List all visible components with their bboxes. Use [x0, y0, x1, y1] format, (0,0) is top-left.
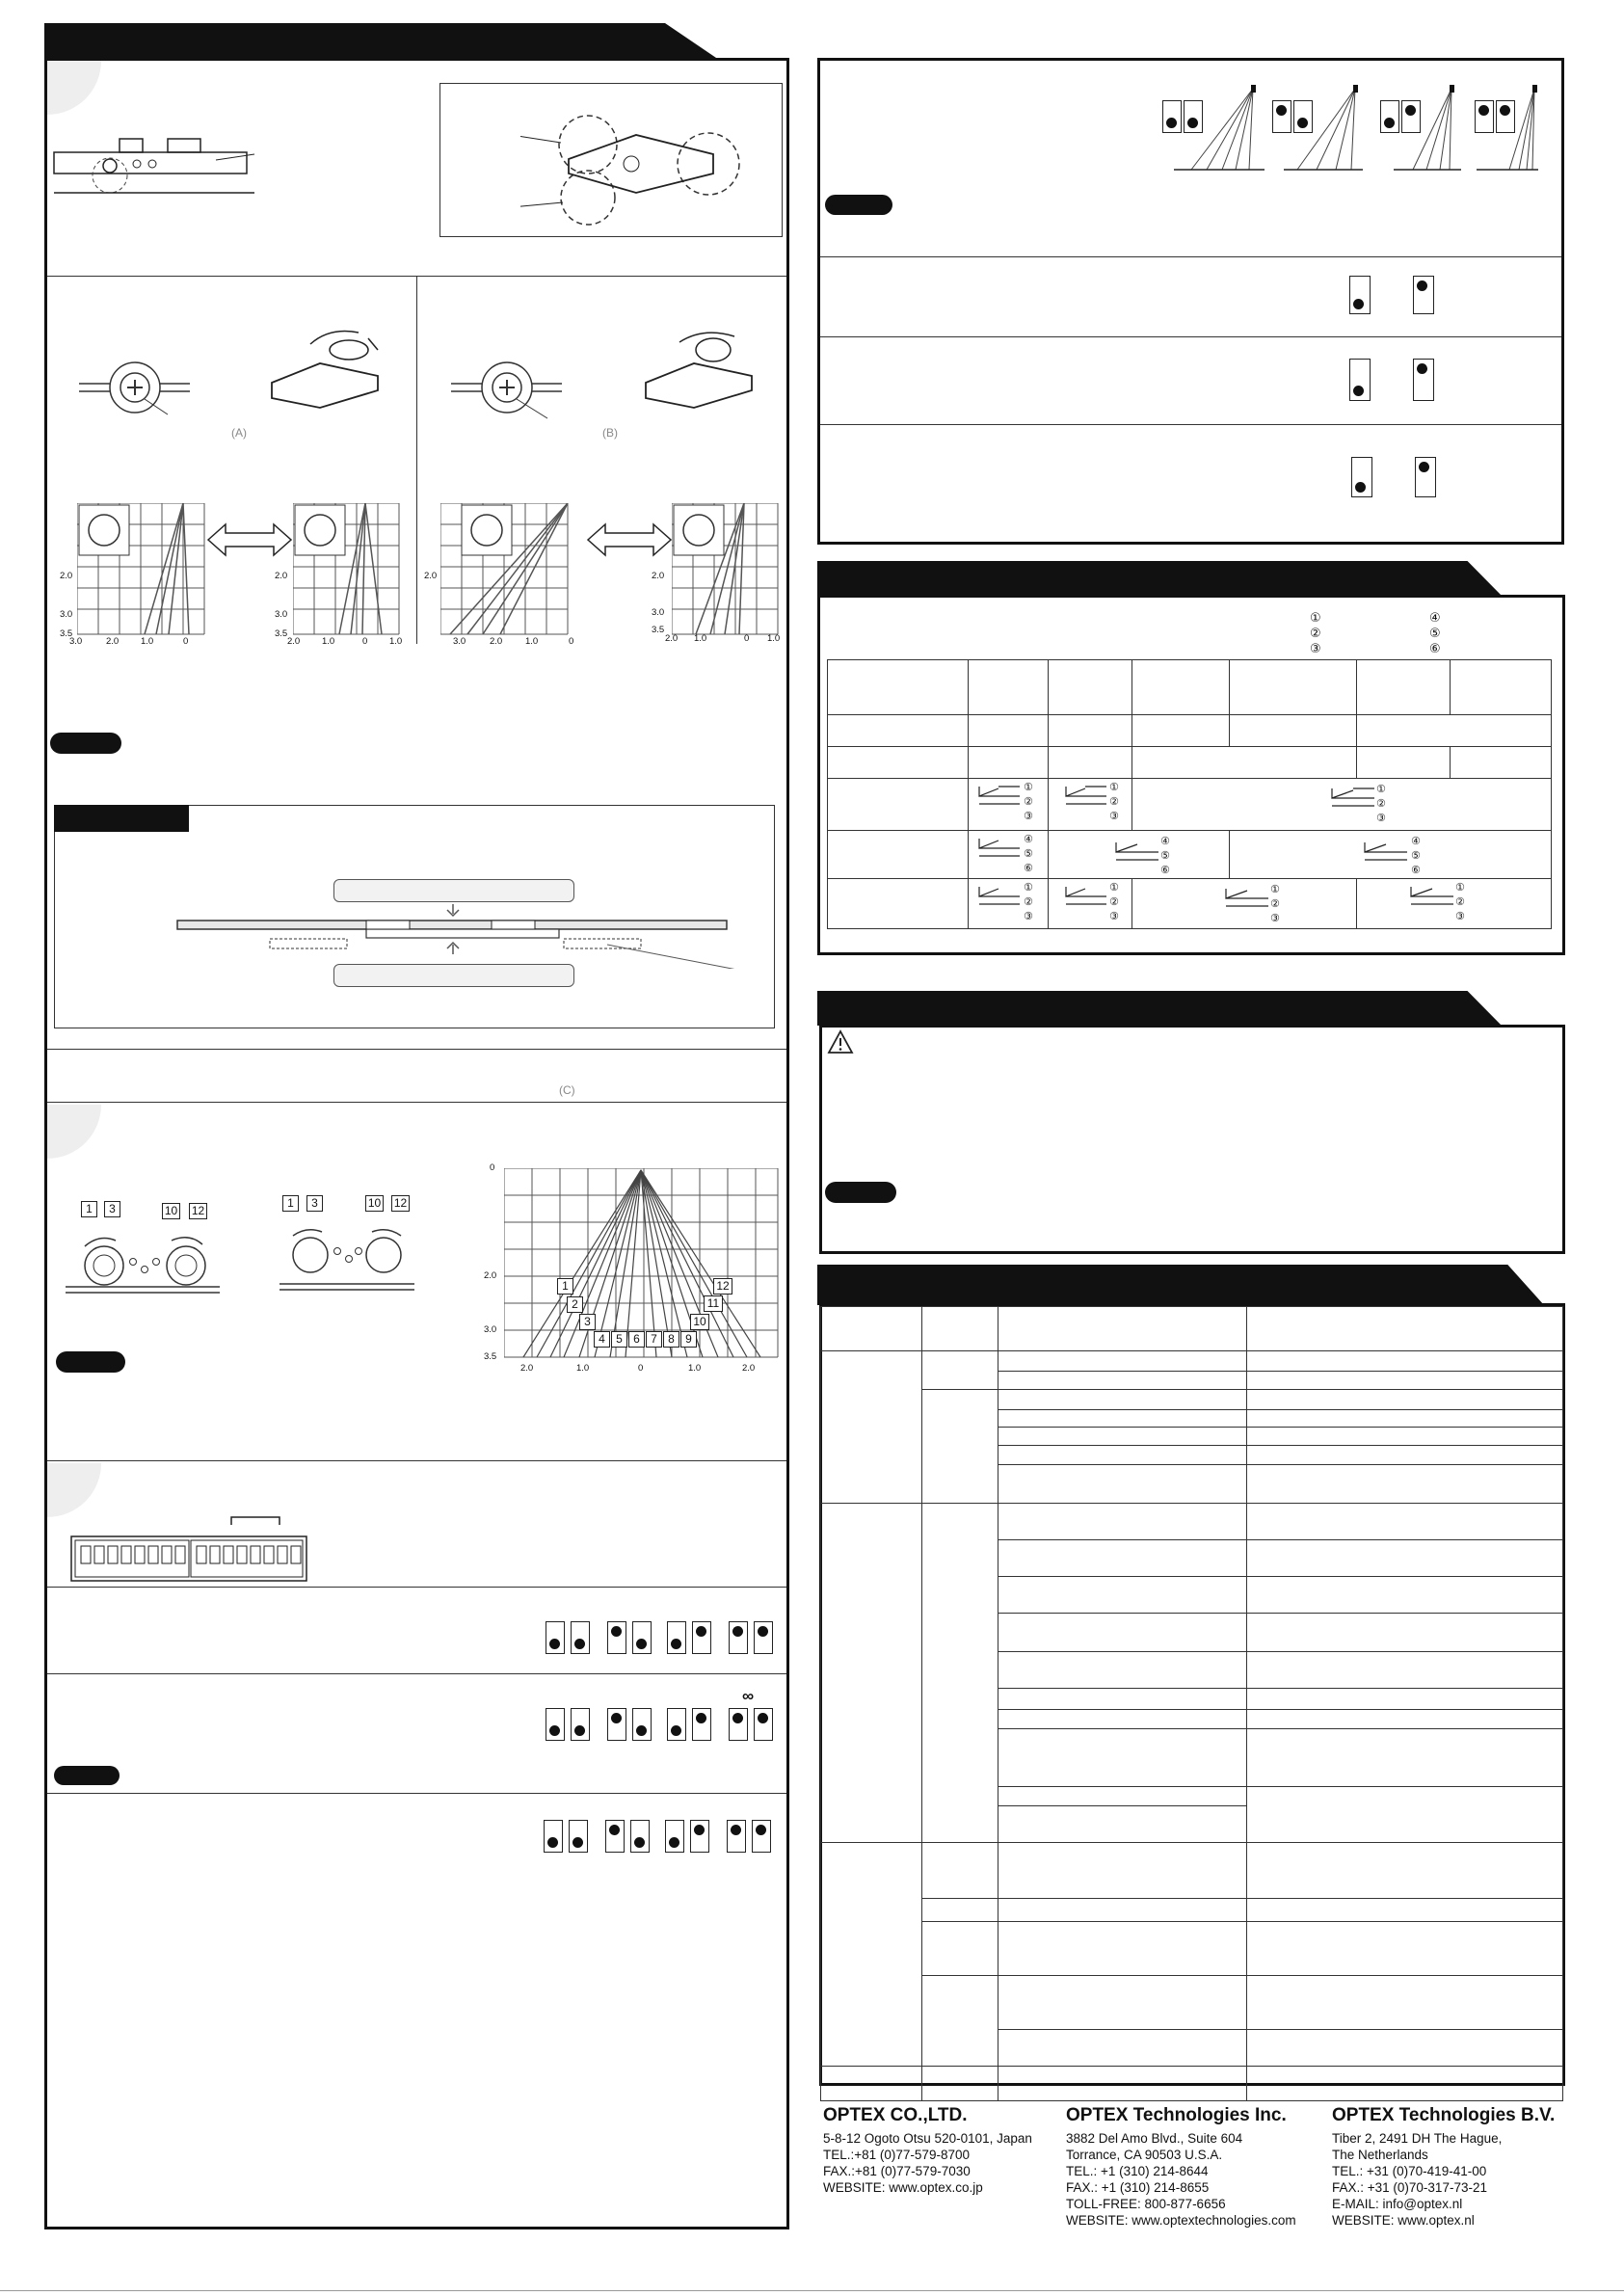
- page-bottom-line: [0, 2290, 1624, 2291]
- cell: [998, 1428, 1247, 1446]
- terminal-mark-6: ⑥: [1429, 641, 1441, 655]
- cell: [998, 1410, 1247, 1428]
- label-b: (B): [602, 426, 618, 440]
- chart1-xtick-0: 3.0: [69, 636, 83, 647]
- note-badge-2: [56, 1351, 125, 1373]
- dip-row1-h: [754, 1621, 773, 1654]
- cell: [922, 1922, 998, 1976]
- chart2-ytick-1: 3.0: [275, 609, 288, 620]
- cell: [998, 1577, 1247, 1614]
- cell: [1132, 660, 1229, 715]
- area-xtick-4: 2.0: [742, 1363, 756, 1374]
- cell: [998, 1689, 1247, 1710]
- terminal-mark-3: ③: [1310, 641, 1321, 655]
- cell: [828, 660, 969, 715]
- cell: [922, 1976, 998, 2067]
- cell: [1247, 1307, 1563, 1351]
- contact-1e: ①: [1109, 882, 1119, 894]
- contact-3g: ③: [1455, 911, 1465, 922]
- cell: [821, 1504, 922, 1843]
- chart2-xtick-0: 2.0: [287, 636, 301, 647]
- relay-contacts: [975, 779, 1477, 933]
- dip-r3-b: [1415, 457, 1436, 497]
- contact-1g: ①: [1455, 882, 1465, 894]
- infinity-symbol: ∞: [742, 1687, 755, 1705]
- zone-7: 7: [646, 1331, 662, 1348]
- dip-row3-d: [630, 1820, 650, 1853]
- company-line: The Netherlands: [1332, 2148, 1428, 2162]
- cell: [922, 1504, 998, 1843]
- contact-4c: ④: [1411, 836, 1421, 847]
- dip-r1-b: [1413, 276, 1434, 314]
- detection-chart-1: [77, 503, 207, 638]
- cell: [821, 1351, 922, 1504]
- pair-label-1b: 1: [282, 1195, 299, 1212]
- company-usa: [1066, 2105, 1296, 2229]
- cell: [998, 1729, 1247, 1787]
- company-netherlands: [1332, 2105, 1555, 2229]
- chart4-xtick-0: 2.0: [665, 633, 679, 644]
- cell: [998, 1922, 1247, 1976]
- cell: [1247, 1614, 1563, 1652]
- cell: [1247, 1540, 1563, 1577]
- company-line: 5-8-12 Ogoto Otsu 520-0101, Japan: [823, 2131, 1032, 2146]
- dip-row3-c: [605, 1820, 625, 1853]
- chart4-xtick-3: 1.0: [767, 633, 781, 644]
- detection-chart-3: [440, 503, 571, 638]
- cell: [828, 831, 969, 879]
- detection-chart-4: [672, 503, 783, 638]
- cell: [922, 1390, 998, 1504]
- dip-row2-g: [729, 1708, 748, 1741]
- terminal-mark-2: ②: [1310, 626, 1321, 640]
- dip-row2-f: [692, 1708, 711, 1741]
- zone-9: 9: [680, 1331, 697, 1348]
- cell: [968, 715, 1048, 747]
- note-badge-5: [825, 1182, 896, 1203]
- rotate-diagram-b: [626, 323, 771, 429]
- beam-angle-diagrams: [1172, 83, 1538, 175]
- area-xtick-3: 1.0: [688, 1363, 702, 1374]
- divider: [47, 1460, 786, 1461]
- chart2-ytick-0: 2.0: [275, 571, 288, 581]
- cell: [968, 660, 1048, 715]
- chart4-xtick-2: 0: [744, 633, 750, 644]
- area-ytick-2: 3.0: [484, 1324, 497, 1335]
- chart4-xtick-1: 1.0: [694, 633, 707, 644]
- contact-5a: ⑤: [1024, 848, 1033, 860]
- divider: [47, 1793, 786, 1794]
- cell: [1247, 1390, 1563, 1410]
- double-arrow-1: [206, 521, 293, 559]
- cell: [1450, 660, 1551, 715]
- contact-3a: ③: [1024, 811, 1033, 822]
- cell: [998, 1307, 1247, 1351]
- company-line: FAX.: +1 (310) 214-8655: [1066, 2180, 1210, 2195]
- dip-row1-e: [667, 1621, 686, 1654]
- cell: [998, 1843, 1247, 1899]
- cell: [828, 779, 969, 831]
- cell: [922, 1843, 998, 1899]
- contact-1c: ①: [1376, 784, 1386, 795]
- divider: [47, 1673, 786, 1674]
- note-badge-3: [54, 1766, 120, 1785]
- cell: [998, 2067, 1247, 2101]
- company-line: E-MAIL: info@optex.nl: [1332, 2197, 1463, 2211]
- cell: [1132, 715, 1229, 747]
- zone-6: 6: [628, 1331, 645, 1348]
- cell: [1247, 2030, 1563, 2067]
- dip-r1-a: [1349, 276, 1371, 314]
- chart4-ytick-0: 2.0: [652, 571, 665, 581]
- contact-3e: ③: [1109, 911, 1119, 922]
- divider: [820, 256, 1561, 257]
- pair-label-10b: 10: [365, 1195, 384, 1212]
- dip-row3-h: [752, 1820, 771, 1853]
- contact-1b: ①: [1109, 782, 1119, 793]
- divider: [820, 424, 1561, 425]
- rotate-diagram-a: [253, 323, 397, 429]
- chart1-xtick-1: 2.0: [106, 636, 120, 647]
- cell: [1132, 747, 1356, 779]
- divider-vertical: [416, 276, 417, 644]
- zone-4: 4: [594, 1331, 610, 1348]
- cell: [1229, 715, 1356, 747]
- contact-1a: ①: [1024, 782, 1033, 793]
- pair-label-3b: 3: [306, 1195, 323, 1212]
- contact-6b: ⑥: [1160, 865, 1170, 876]
- contact-1d: ①: [1024, 882, 1033, 894]
- dip-row3-f: [690, 1820, 709, 1853]
- zone-11: 11: [704, 1295, 723, 1312]
- cell: [998, 1504, 1247, 1540]
- cell: [1247, 1689, 1563, 1710]
- company-line: TEL.: +1 (310) 214-8644: [1066, 2164, 1209, 2178]
- company-line: FAX.:+81 (0)77-579-7030: [823, 2164, 971, 2178]
- contact-1f: ①: [1270, 884, 1280, 895]
- cell: [1247, 1729, 1563, 1787]
- right-header-bar-4: [817, 1265, 1544, 1305]
- cell: [1049, 747, 1132, 779]
- company-line: Tiber 2, 2491 DH The Hague,: [1332, 2131, 1503, 2146]
- chart2-xtick-1: 1.0: [322, 636, 335, 647]
- cell: [998, 1614, 1247, 1652]
- cell: [1247, 1652, 1563, 1689]
- area-ytick-3: 3.5: [484, 1351, 497, 1362]
- cell: [1247, 1899, 1563, 1922]
- pair-label-12b: 12: [391, 1195, 410, 1212]
- cell: [1247, 1351, 1563, 1372]
- lens-knobs-diagram-2: [280, 1224, 424, 1292]
- cell: [998, 1806, 1247, 1843]
- chart1-ytick-0: 2.0: [60, 571, 73, 581]
- dip-row3-g: [727, 1820, 746, 1853]
- cell: [1247, 1446, 1563, 1465]
- cell: [828, 715, 969, 747]
- zone-1: 1: [557, 1278, 573, 1295]
- dip-row1-c: [607, 1621, 626, 1654]
- cell: [998, 1787, 1247, 1806]
- zone-2: 2: [567, 1296, 583, 1313]
- cell: [968, 747, 1048, 779]
- contact-2e: ②: [1109, 896, 1119, 908]
- pair-label-3: 3: [104, 1201, 120, 1217]
- screw-diagram-b: [451, 347, 567, 424]
- dip-row1-b: [571, 1621, 590, 1654]
- right-header-bar-3: [817, 991, 1502, 1026]
- dip-row2-b: [571, 1708, 590, 1741]
- cell: [1247, 1372, 1563, 1390]
- contact-3c: ③: [1376, 813, 1386, 824]
- cell: [1247, 1843, 1563, 1899]
- area-xtick-0: 2.0: [520, 1363, 534, 1374]
- dip-r2-b: [1413, 359, 1434, 401]
- cell: [998, 1899, 1247, 1922]
- cell: [1356, 747, 1450, 779]
- contact-3d: ③: [1024, 911, 1033, 922]
- warning-icon: [827, 1029, 854, 1055]
- dip-row3-e: [665, 1820, 684, 1853]
- cell: [1356, 715, 1551, 747]
- chart3-xtick-1: 2.0: [490, 636, 503, 647]
- company-line: TEL.: +31 (0)70-419-41-00: [1332, 2164, 1487, 2178]
- cell: [998, 1540, 1247, 1577]
- contact-2a: ②: [1024, 796, 1033, 808]
- area-ytick-1: 2.0: [484, 1270, 497, 1281]
- company-line: TOLL-FREE: 800-877-6656: [1066, 2197, 1226, 2211]
- cell: [998, 1446, 1247, 1465]
- chart1-xtick-2: 1.0: [141, 636, 154, 647]
- contact-3b: ③: [1109, 811, 1119, 822]
- chart2-xtick-3: 1.0: [389, 636, 403, 647]
- rounded-label-top: [333, 879, 574, 902]
- caution-panel: [819, 1025, 1565, 1254]
- divider: [47, 1587, 786, 1588]
- company-line: TEL.:+81 (0)77-579-8700: [823, 2148, 970, 2162]
- cell: [922, 1351, 998, 1390]
- cell: [1450, 747, 1551, 779]
- left-header-bar: [44, 23, 719, 60]
- contact-4a: ④: [1024, 834, 1033, 845]
- cell: [998, 2030, 1247, 2067]
- rail-diagram: [173, 901, 752, 969]
- specifications-table: [820, 1306, 1563, 2101]
- cell: [821, 1307, 922, 1351]
- chart1-ytick-2: 3.5: [60, 628, 73, 639]
- cell: [1247, 1410, 1563, 1428]
- chart2-ytick-2: 3.5: [275, 628, 288, 639]
- cell: [1247, 1504, 1563, 1540]
- contact-5c: ⑤: [1411, 850, 1421, 862]
- zone-3: 3: [579, 1314, 596, 1330]
- cell: [828, 879, 969, 929]
- dip-row1-g: [729, 1621, 748, 1654]
- adjust-detail-diagram: [520, 106, 752, 231]
- chart3-xtick-0: 3.0: [453, 636, 466, 647]
- dip-row2-a: [546, 1708, 565, 1741]
- dip-row3-b: [569, 1820, 588, 1853]
- dip-row1-f: [692, 1621, 711, 1654]
- terminal-mark-4: ④: [1429, 610, 1441, 625]
- cell: [1247, 1710, 1563, 1729]
- area-ytick-0: 0: [490, 1162, 495, 1173]
- cell: [922, 2067, 998, 2101]
- divider: [47, 1102, 786, 1103]
- zone-10: 10: [690, 1314, 709, 1330]
- cell: [1049, 660, 1132, 715]
- divider: [47, 1049, 786, 1050]
- cell: [1049, 715, 1132, 747]
- contact-2b: ②: [1109, 796, 1119, 808]
- contact-4b: ④: [1160, 836, 1170, 847]
- terminal-mark-5: ⑤: [1429, 626, 1441, 640]
- cell: [998, 1351, 1247, 1372]
- dip-row1-a: [546, 1621, 565, 1654]
- chart1-ytick-1: 3.0: [60, 609, 73, 620]
- screw-diagram-a: [79, 347, 195, 424]
- cell: [998, 1710, 1247, 1729]
- contact-5b: ⑤: [1160, 850, 1170, 862]
- chart3-ytick-0: 2.0: [424, 571, 438, 581]
- terminal-mark-1: ①: [1310, 610, 1321, 625]
- pair-label-1: 1: [81, 1201, 97, 1217]
- dip-row1-d: [632, 1621, 652, 1654]
- contact-2f: ②: [1270, 898, 1280, 910]
- area-xtick-1: 1.0: [576, 1363, 590, 1374]
- company-line: WEBSITE: www.optex.nl: [1332, 2213, 1475, 2228]
- company-line: FAX.: +31 (0)70-317-73-21: [1332, 2180, 1487, 2195]
- cell: [1247, 1428, 1563, 1446]
- cell: [998, 1372, 1247, 1390]
- cell: [821, 1843, 922, 2067]
- cell: [998, 1652, 1247, 1689]
- cell: [998, 1976, 1247, 2030]
- cell: [1247, 1922, 1563, 1976]
- company-line: WEBSITE: www.optextechnologies.com: [1066, 2213, 1296, 2228]
- contact-2d: ②: [1024, 896, 1033, 908]
- cell: [922, 1899, 998, 1922]
- pair-label-12: 12: [189, 1203, 207, 1219]
- dip-row3-a: [544, 1820, 563, 1853]
- dip-row2-c: [607, 1708, 626, 1741]
- pair-label-10: 10: [162, 1203, 180, 1219]
- detection-chart-2: [293, 503, 404, 638]
- contact-2c: ②: [1376, 798, 1386, 810]
- cell: [1247, 1787, 1563, 1843]
- zone-5: 5: [611, 1331, 627, 1348]
- company-line: 3882 Del Amo Blvd., Suite 604: [1066, 2131, 1243, 2146]
- cell: [1247, 1577, 1563, 1614]
- dip-r3-a: [1351, 457, 1372, 497]
- company-name: OPTEX Technologies Inc.: [1066, 2105, 1287, 2125]
- contact-2g: ②: [1455, 896, 1465, 908]
- contact-6c: ⑥: [1411, 865, 1421, 876]
- dip-row2-d: [632, 1708, 652, 1741]
- dip-r2-a: [1349, 359, 1371, 401]
- note-badge-1: [50, 733, 121, 754]
- cell: [922, 1307, 998, 1351]
- cell: [1247, 1465, 1563, 1504]
- contact-3f: ③: [1270, 913, 1280, 924]
- cell: [1247, 1976, 1563, 2030]
- cell: [1247, 2067, 1563, 2101]
- right-header-bar-2: [817, 561, 1502, 596]
- chart4-ytick-2: 3.5: [652, 625, 665, 635]
- zone-8: 8: [663, 1331, 679, 1348]
- double-arrow-2: [586, 521, 673, 559]
- cell: [828, 747, 969, 779]
- company-japan: [823, 2105, 1032, 2196]
- chart3-xtick-3: 0: [569, 636, 574, 647]
- boxed-section-tab: [54, 805, 189, 832]
- dip-row2-h: [754, 1708, 773, 1741]
- chart2-xtick-2: 0: [362, 636, 368, 647]
- chart1-xtick-3: 0: [183, 636, 189, 647]
- dip-switch-block: [69, 1515, 310, 1585]
- company-name: OPTEX Technologies B.V.: [1332, 2105, 1556, 2125]
- dip-row2-e: [667, 1708, 686, 1741]
- lens-knobs-diagram-1: [66, 1229, 229, 1296]
- cell: [998, 1390, 1247, 1410]
- label-c: (C): [559, 1083, 575, 1097]
- company-line: WEBSITE: www.optex.co.jp: [823, 2180, 983, 2195]
- cell: [1229, 660, 1356, 715]
- chart3-xtick-2: 1.0: [525, 636, 539, 647]
- chart4-ytick-1: 3.0: [652, 607, 665, 618]
- cell: [1356, 660, 1450, 715]
- mounting-diagram-side: [52, 135, 264, 212]
- label-a: (A): [231, 426, 247, 440]
- divider: [820, 336, 1561, 337]
- area-xtick-2: 0: [638, 1363, 644, 1374]
- company-name: OPTEX CO.,LTD.: [823, 2105, 968, 2125]
- cell: [821, 2067, 922, 2101]
- contact-6a: ⑥: [1024, 863, 1033, 874]
- note-badge-4: [825, 195, 892, 215]
- zone-12: 12: [713, 1278, 732, 1295]
- company-line: Torrance, CA 90503 U.S.A.: [1066, 2148, 1223, 2162]
- cell: [998, 1465, 1247, 1504]
